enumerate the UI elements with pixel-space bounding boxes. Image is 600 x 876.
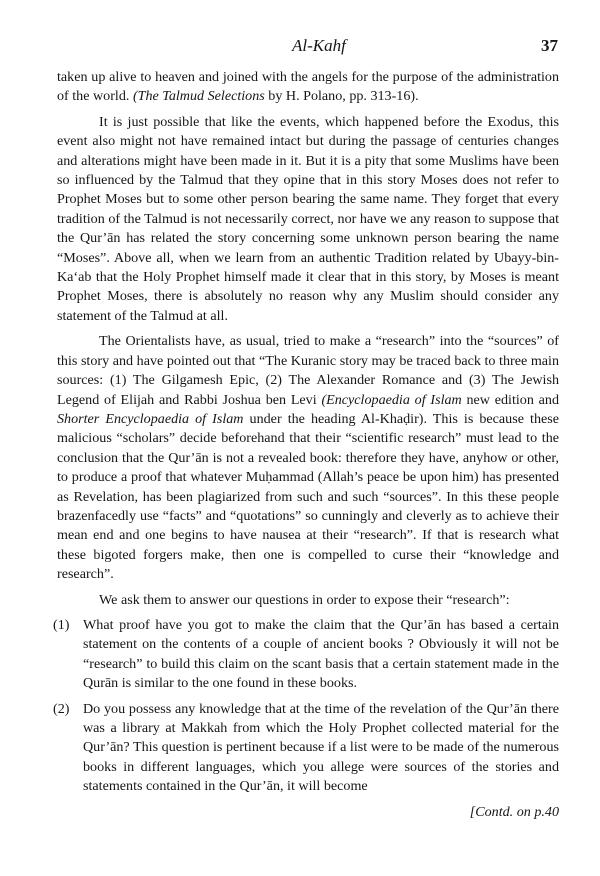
page-header [56,36,558,58]
running-head: Al-Kahf [292,36,346,55]
page-number: 37 [541,36,558,55]
paragraph-orientalists [57,332,559,584]
numbered-item [53,616,559,694]
paragraph-moses: It is just possible that like the events, which happened before the Exodus, this event also might not have remained intact but during the passage of centuries changes and alterations might have been made in it. But it is a pity that some Muslims have been so influenced by the Talmud that they opine that in this story Moses does not refer to Prophet Moses but to some other person bearing the same name. They forget that every tradition of the Talmud is not necessarily correct, nor have we any reason to suppose that the Qur’ān has related the story concerning some unknown person bearing the name “Moses”. Above all, when we learn from an authentic Tradition related by Ubayy-bin-Ka‘ab that the Holy Prophet himself made it clear that in this story, by Moses is meant Prophet Moses, there is absolutely no reason why any Muslim should consider any statement of the Talmud at all. [57,113,559,324]
page-body [53,68,560,822]
paragraph-text: new edition and [461,391,560,408]
encyclopaedia-title: (Encyclopaedia of Islam [321,391,462,408]
item-number: (1) [53,616,70,633]
continued-note: [Contd. on p.40 [469,803,559,820]
paragraph-text: under the heading Al-Khaḍir). This is because these malicious “scholars” decide beforehand that their “scientific research” must lead to the conclusion that the Qur’ān is not a revealed book: therefore they have, anyhow or other, to produce a proof that whatever Muḥammad (Allah’s peace be upon him) has presented as Revelation, has been plagiarized from such and such “sources”. In this these people brazenfacedly use “facts” and “quotations” so cunningly and cleverly as to achieve their mean end and one begins to have nausea at their “research”. If that is research what these bigoted forgers make, then one is compelled to curse their “knowledge and research”. [57,410,559,583]
citation-title: (The Talmud Selections [132,88,265,105]
shorter-encyclopaedia-title: Shorter Encyclopaedia of Islam [57,410,244,427]
citation-tail: by H. Polano, pp. 313-16). [264,88,419,105]
item-text: Do you possess any knowledge that at the time of the revelation of the Qur’ān there was a library at Makkah from which the Holy Prophet collected material for the Qur’ān? This question is pertinent because if a list were to be made of the numerous books in different languages, which you allege were sources of the stories and statements contained in the Qur’ān, it will become [83,700,559,795]
paragraph-text: The Orientalists have, as usual, tried to make a “research” into the “sources” of this story and have pointed out that “The Kuranic story may be traced back to three main sources: (1) The Gilgamesh Epic, (2) The Alexander Romance and (3) The Jewish Legend of Elijah and Rabbi Joshua ben Levi [57,333,559,408]
paragraph-questions-intro: We ask them to answer our questions in order to expose their “research”: [99,591,510,608]
item-text: What proof have you got to make the claim that the Qur’ān has based a certain statement on the contents of a couple of ancient books ? Obviously it will not be “research” to build this claim on the scant basis that a certain statement made in the Qurān is similar to the one found in these books. [83,616,559,692]
paragraph-continued [57,68,559,107]
numbered-item [53,700,559,797]
paragraph-text: taken up alive to heaven and joined with the angels for the purpose of the administration of the world. [57,69,559,105]
item-number: (2) [53,700,70,717]
